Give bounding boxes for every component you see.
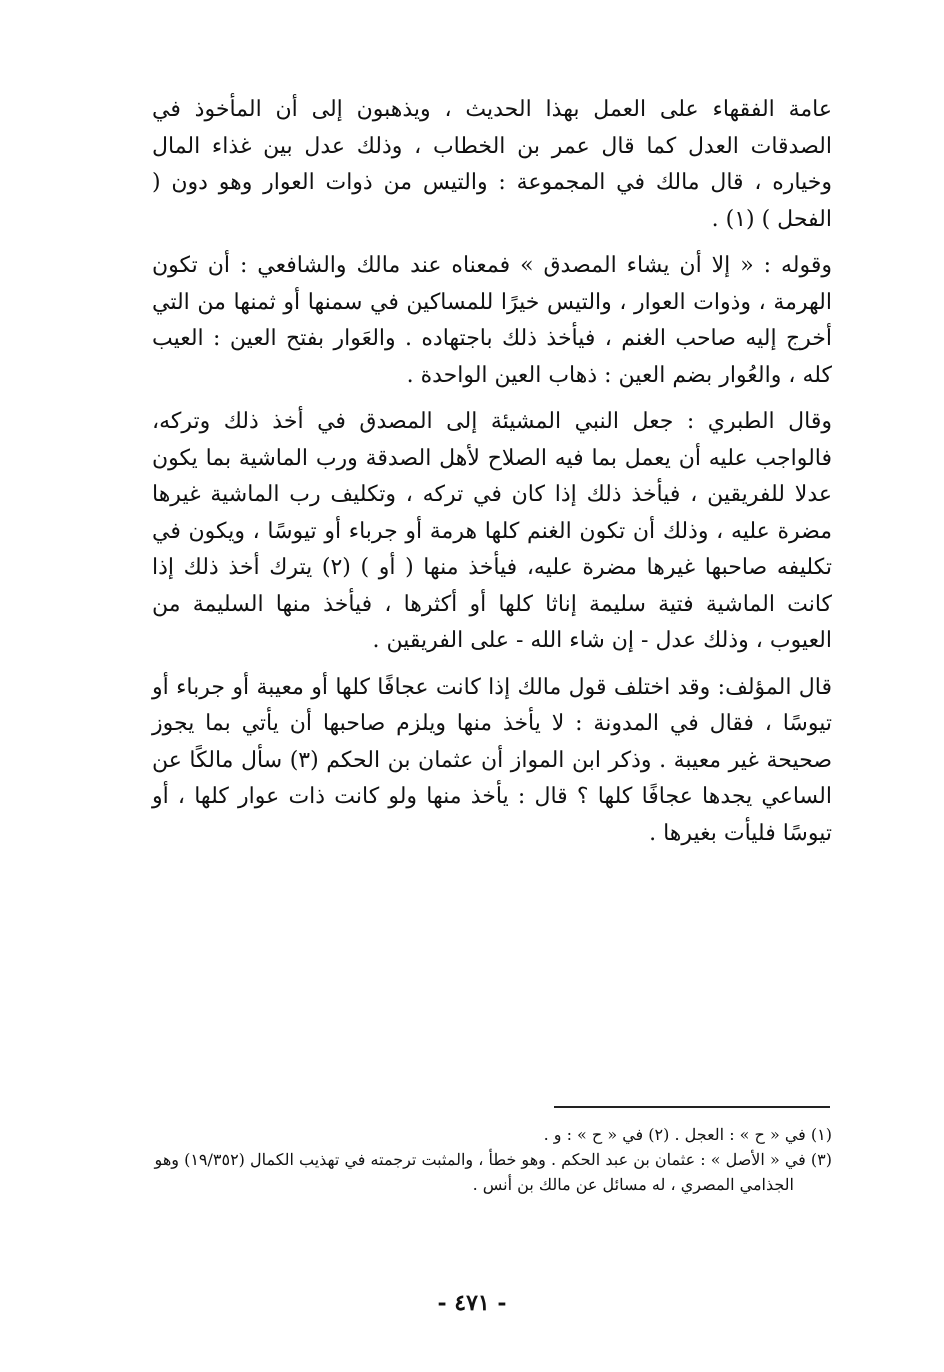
paragraph-4: قال المؤلف: وقد اختلف قول مالك إذا كانت عجافًا كلها أو معيبة أو جرباء أو تيوسًا ، فقال في المدونة : لا يأخذ منها ويلزم صاحبها أن يأتي بما يجوز صحيحة غير معيبة . وذكر ابن المواز أن عثمان بن الحكم (٣) سأل مالكًا عن الساعي يجدها عجافًا كلها ؟ قال : يأخذ منها ولو كانت ذات عوار كلها ، أو تيوسًا فليأت بغيرها . [152, 674, 832, 846]
footnotes [152, 1122, 832, 1197]
paragraph-2: وقوله : « إلا أن يشاء المصدق » فمعناه عند مالك والشافعي : أن تكون الهرمة ، وذوات العوار ، والتيس خيرًا للمساكين في سمنها أو ثمنها من التي أخرج إليه صاحب الغنم ، فيأخذ ذلك باجتهاده . والعَوار بفتح العين : العيب كله ، والعُوار بضم العين : ذهاب العين الواحدة . [152, 253, 832, 388]
footnote-1-2: (١) في « ح » : العجل . (٢) في « ح » : و . [543, 1125, 832, 1144]
paragraph-1: عامة الفقهاء على العمل بهذا الحديث ، ويذهبون إلى أن المأخوذ في الصدقات العدل كما قال عمر بن الخطاب ، وذلك عدل بين غذاء المال وخياره ، قال مالك في المجموعة : والتيس من ذوات العوار وهو دون ( الفحل ) (١) . [152, 97, 832, 232]
footnote-separator [554, 1106, 830, 1108]
paragraph-3: وقال الطبري : جعل النبي المشيئة إلى المصدق في أخذ ذلك وتركه، فالواجب عليه أن يعمل بما فيه الصلاح لأهل الصدقة ورب الماشية بما يكون عدلا للفريقين ، فيأخذ ذلك إذا كان في تركه ، وتكليف رب الماشية غيرها مضرة عليه ، وذلك أن تكون الغنم كلها هرمة أو جرباء أو تيوسًا ، ويكون في تكليفه صاحبها غيرها مضرة عليه، فيأخذ منها ( أو ) (٢) يترك أخذ ذلك إذا كانت الماشية فتية سليمة إناثا كلها أو أكثرها ، فيأخذ منها السليمة من العيوب ، وذلك عدل - إن شاء الله - على الفريقين . [152, 409, 832, 653]
footnote-3: (٣) في « الأصل » : عثمان بن عبد الحكم . وهو خطأ ، والمثبت ترجمته في تهذيب الكمال (١٩/٣٥٢) وهو الجذامي المصري ، له مسائل عن مالك بن أنس . [154, 1150, 832, 1194]
page-number: - ٤٧١ - [437, 1290, 507, 1316]
main-text [152, 92, 832, 862]
